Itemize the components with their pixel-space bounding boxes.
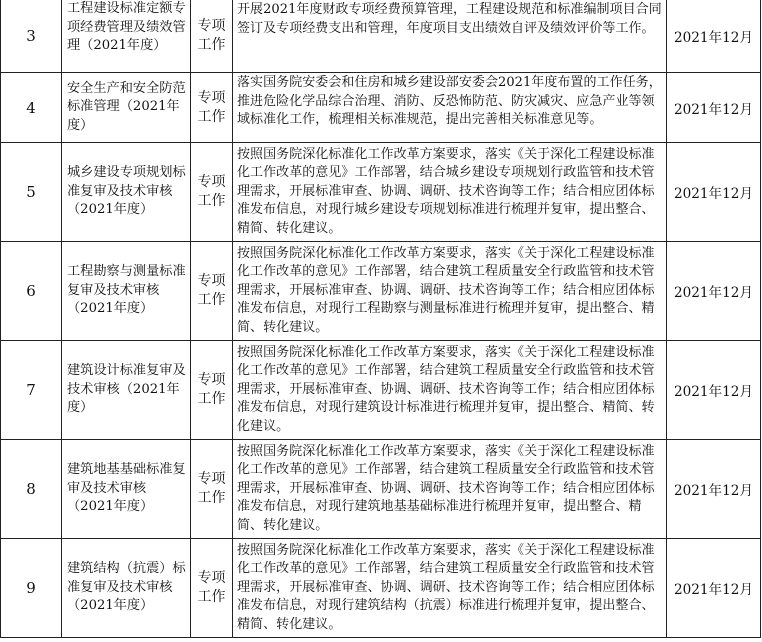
work-content: 按照国务院深化标准化工作改革方案要求，落实《关于深化工程建设标准化工作改革的意见》工作部署，结合建筑工程质量安全行政监管和技术管理需求，开展标准审查、协调、调研、技术咨询等工作；结合相应团体标准发布信息，对现行建筑地基基础标准进行梳理并复审，提出整合、精简、转化建议。 [233,440,667,539]
row-number: 6 [1,242,62,341]
row-number: 8 [1,440,62,539]
row-number: 5 [1,143,62,242]
work-content: 按照国务院深化标准化工作改革方案要求，落实《关于深化工程建设标准化工作改革的意见》工作部署，结合建筑工程质量安全行政监管和技术管理需求，开展标准审查、协调、调研、技术咨询等工作；结合相应团体标准发布信息，对现行工程勘察与测量标准进行梳理并复审，提出整合、精简、转化建议。 [233,242,667,341]
row-number: 3 [1,0,62,73]
work-type: 专项工作 [191,341,233,440]
row-number: 7 [1,341,62,440]
work-content: 按照国务院深化标准化工作改革方案要求，落实《关于深化工程建设标准化工作改革的意见》工作部署，结合城乡建设专项规划行政监管和技术管理需求，开展标准审查、协调、调研、技术咨询等工作；结合相应团体标准发布信息，对现行城乡建设专项规划标准进行梳理并复审，提出整合、精简、转化建议。 [233,143,667,242]
completion-date: 2021年12月 [667,341,761,440]
work-content: 开展2021年度财政专项经费预算管理，工程建设规范和标准编制项目合同签订及专项经费支出和管理，年度项目支出绩效自评及绩效评价等工作。 [237,2,662,36]
project-name: 工程勘察与测量标准复审及技术审核（2021年度） [62,242,191,341]
table-row [1,341,761,440]
project-name: 建筑结构（抗震）标准复审及技术审核（2021年度） [62,539,191,638]
completion-date: 2021年12月 [667,440,761,539]
table-row [1,539,761,638]
row-number: 4 [1,73,62,143]
work-type: 专项工作 [191,242,233,341]
work-type: 专项工作 [191,0,233,73]
table-row [1,73,761,143]
table-row [1,0,761,73]
work-content-cell [233,0,667,73]
project-name: 建筑地基基础标准复审及技术审核（2021年度） [62,440,191,539]
completion-date: 2021年12月 [667,242,761,341]
work-type: 专项工作 [191,143,233,242]
project-name: 安全生产和安全防范标准管理（2021年度） [62,73,191,143]
work-type: 专项工作 [191,73,233,143]
completion-date: 2021年12月 [667,0,761,73]
work-content: 落实国务院安委会和住房和城乡建设部安委会2021年度布置的工作任务，推进危险化学品综合治理、消防、反恐怖防范、防灾减灾、应急产业等领域标准化工作，梳理相关标准规范，提出完善相关标准意见等。 [237,75,662,128]
work-type: 专项工作 [191,440,233,539]
work-type: 专项工作 [191,539,233,638]
project-name: 城乡建设专项规划标准复审及技术审核（2021年度） [62,143,191,242]
completion-date: 2021年12月 [667,539,761,638]
work-content-cell [233,73,667,143]
project-name: 工程建设标准定额专项经费管理及绩效管理（2021年度） [67,1,186,54]
completion-date: 2021年12月 [667,143,761,242]
work-content: 按照国务院深化标准化工作改革方案要求，落实《关于深化工程建设标准化工作改革的意见》工作部署，结合建筑工程质量安全行政监管和技术管理需求，开展标准审查、协调、调研、技术咨询等工作；结合相应团体标准发布信息，对现行建筑设计标准进行梳理并复审，提出整合、精简、转化建议。 [233,341,667,440]
project-name: 建筑设计标准复审及技术审核（2021年度） [62,341,191,440]
row-number: 9 [1,539,62,638]
table-row [1,143,761,242]
project-name-cell [62,0,191,73]
table-row [1,242,761,341]
table-row [1,440,761,539]
work-content: 按照国务院深化标准化工作改革方案要求，落实《关于深化工程建设标准化工作改革的意见》工作部署，结合建筑工程质量安全行政监管和技术管理需求，开展标准审查、协调、调研、技术咨询等工作；结合相应团体标准发布信息，对现行建筑结构（抗震）标准进行梳理并复审，提出整合、精简、转化建议。 [233,539,667,638]
completion-date: 2021年12月 [667,73,761,143]
